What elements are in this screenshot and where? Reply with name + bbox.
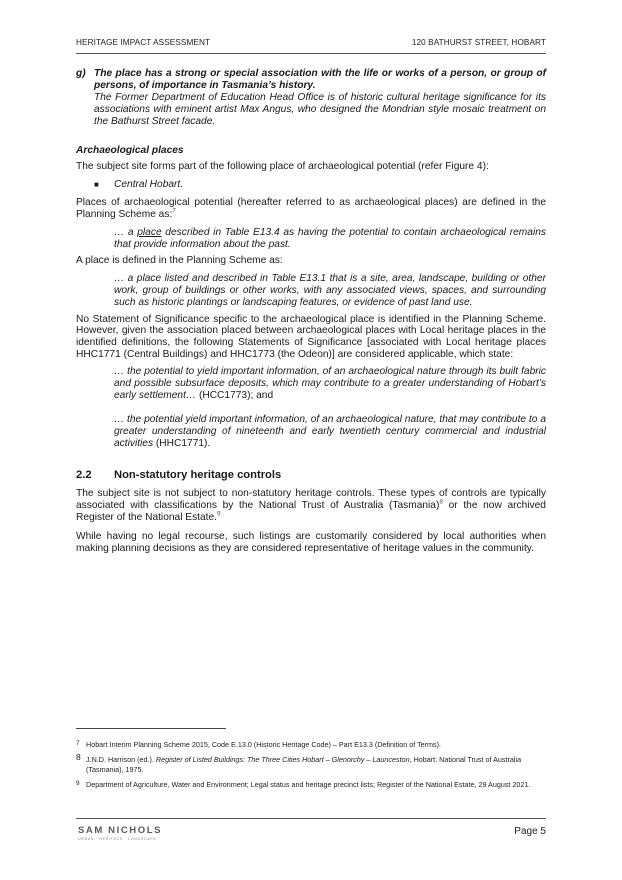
footer-divider [76, 818, 546, 819]
footnote-text: , Hobart: National Trust of Australia (Tasmania), 1975. [86, 755, 522, 774]
criterion-label: g) [76, 68, 86, 79]
section-number: 2.2 [76, 468, 92, 481]
list-item [94, 179, 546, 191]
footnote-number: 7 [76, 740, 80, 747]
footnote-text: Hobart Interim Planning Scheme 2015, Code E.13.0 (Historic Heritage Code) – Part E13.3 (Definition of Terms). [86, 740, 442, 749]
footnote-7 [76, 740, 546, 749]
section-heading [76, 470, 546, 482]
legal-recourse-paragraph: While having no legal recourse, such listings are customarily considered by local authorities when making planning decisions as they are considered representative of heritage values in the community. [76, 531, 546, 555]
bullet-text: Central Hobart [114, 179, 181, 191]
quote-text: described in Table E13.4 as having the potential to contain archaeological remains that provide information about the past. [114, 227, 546, 250]
footnote-title: Register of Listed Buildings: The Three Cities Hobart – Glenorchy – Launceston [155, 755, 410, 765]
footnote-ref-9[interactable]: 9 [217, 510, 221, 518]
page-number: Page 5 [514, 826, 546, 837]
no-statement-paragraph: No Statement of Significance specific to the archaeological place is identified in the Planning Scheme. However, given the association placed between archaeological places with Local heritage places in the identified definitions, the following Statements of Significance [associated with Local heritage places HHC1771 (Central Buildings) and HHC1773 (the Odeon)] are considered applicable, which state: [76, 313, 546, 361]
criterion-g [76, 68, 546, 128]
archaeological-intro: The subject site forms part of the following place of archaeological potential (refer Figure 4): [76, 161, 489, 173]
criterion-answer: The Former Department of Education Head Office is of historic cultural heritage significance for its associations with eminent artist Max Angus, who designed the Mondrian style mosaic treatment on the Bathurst Street facade. [94, 91, 546, 127]
place-defined-paragraph: A place is defined in the Planning Scheme as: [76, 254, 283, 266]
non-statutory-paragraph [76, 488, 546, 524]
criterion-question: The place has a strong or special association with the life or works of a person, or group of persons, of importance in Tasmania’s history. [94, 68, 546, 91]
footnotes [76, 740, 546, 796]
quote-citation: (HCC1773); and [196, 389, 274, 401]
footnote-8 [76, 752, 546, 774]
header-divider [76, 53, 546, 54]
footnote-ref-7[interactable]: 7 [172, 207, 176, 215]
definition-text: Places of archaeological potential (hereafter referred to as archaeological places) are defined in the Planning Scheme as: [76, 197, 546, 221]
quote-place-definition [114, 227, 546, 251]
paragraph-text: or the now archived Register of the National Estate. [76, 500, 546, 524]
footnote-ref-8[interactable]: 8 [439, 498, 443, 506]
logo-tagline: URBAN · HERITAGE · LANDSCAPE [78, 837, 157, 841]
quote-place-listed: … a place listed and described in Table E13.1 that is a site, area, landscape, building or other work, group of buildings or other works, with any associated views, spaces, and surrounding such as historic plantings or landscaping features, or evidence of past land use. [114, 272, 546, 308]
footnote-number: 8 [76, 752, 81, 763]
page-header [76, 38, 546, 52]
main-content [76, 68, 546, 555]
quote-text: … a [114, 227, 138, 239]
archaeological-heading: Archaeological places [76, 144, 184, 156]
quote-hcc1773 [114, 366, 546, 402]
header-address: 120 BATHURST STREET, HOBART [411, 38, 546, 47]
footnote-number: 9 [76, 780, 80, 788]
footnote-9 [76, 780, 546, 789]
header-title: HERITAGE IMPACT ASSESSMENT [76, 38, 211, 47]
company-logo [78, 825, 162, 841]
logo-name: SAM NICHOLS [78, 825, 163, 836]
bullet-period: . [180, 179, 184, 191]
footnote-text: Department of Agriculture, Water and Environment; Legal status and heritage precinct lists; Register of the National Estate, 29 August 2021. [86, 780, 531, 790]
footnote-text: J.N.D. Harrison (ed.). [86, 755, 156, 765]
quote-hhc1771 [114, 414, 546, 450]
bullet-icon: ■ [94, 180, 99, 190]
place-link[interactable]: place [137, 227, 162, 239]
definition-paragraph [76, 197, 546, 221]
quote-text: … the potential yield important information, of an archaeological nature, that may contribute to a greater understanding of nineteenth and early twentieth century commercial and industrial activities [114, 413, 546, 449]
quote-text: … the potential to yield important information, of an archaeological nature through its built fabric and possible subsurface deposits, which may contribute to a greater understanding of Hobart’s early settlement… [114, 366, 546, 401]
quote-citation: (HHC1771). [153, 437, 211, 449]
paragraph-text: The subject site is not subject to non-statutory heritage controls. These types of controls are typically associated with classifications by the National Trust of Australia (Tasmania) [76, 488, 546, 512]
footnote-divider [76, 728, 226, 729]
section-title: Non-statutory heritage controls [114, 468, 282, 481]
